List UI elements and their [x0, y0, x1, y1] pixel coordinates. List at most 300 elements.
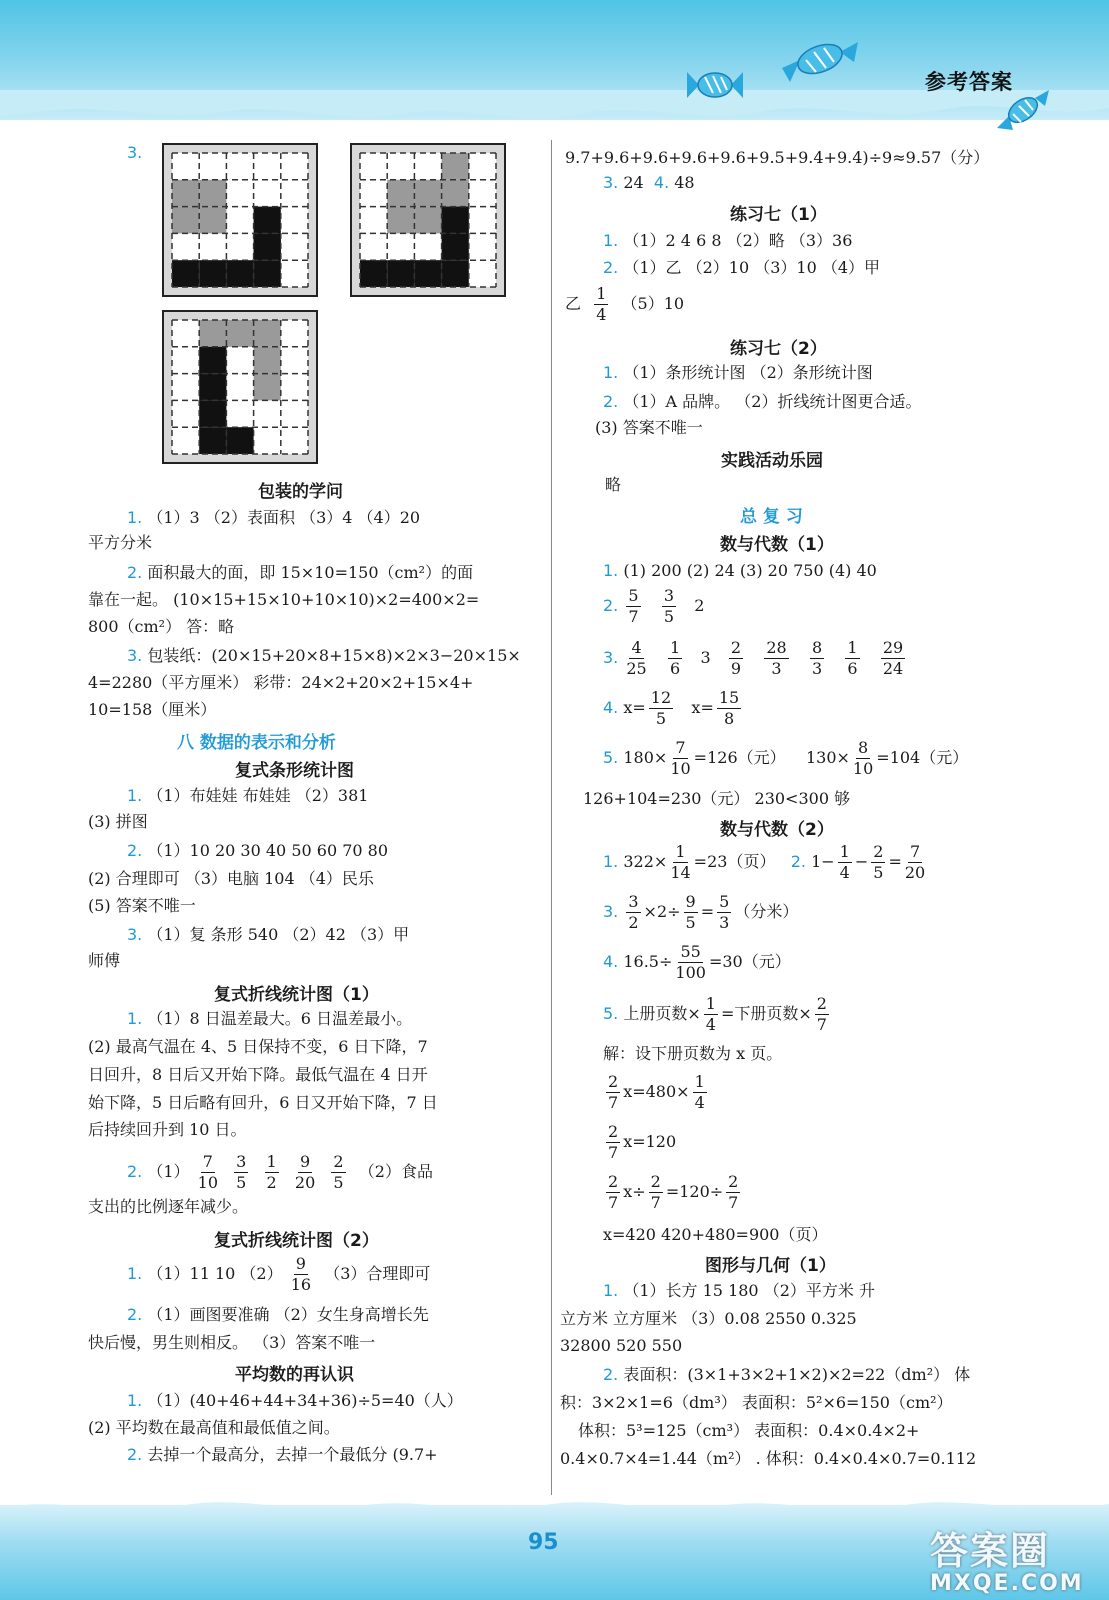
item-number: 4.: [653, 173, 670, 192]
denominator: 5: [663, 607, 674, 626]
answer-text: 48: [674, 173, 695, 192]
denominator: 24: [882, 659, 904, 678]
grey-cell: [199, 180, 226, 207]
denominator: 7: [728, 1193, 739, 1212]
numerator: 1: [694, 1072, 705, 1091]
numerator: 3: [628, 892, 639, 911]
numerator: 9: [295, 1254, 306, 1273]
answer-line: [127, 1150, 433, 1194]
fraction: [838, 842, 852, 883]
black-cell: [254, 207, 281, 234]
black-cell: [226, 427, 253, 454]
header-wave: [0, 90, 1109, 150]
fraction: [662, 586, 676, 627]
answer-line: [603, 736, 968, 780]
denominator: 20: [294, 1173, 316, 1192]
answer-line: (2) 最高气温在 4、5 日保持不变，6 日下降，7: [88, 1037, 428, 1056]
header-title: 参考答案: [925, 70, 1013, 94]
black-cell: [414, 260, 441, 287]
answer-text: （1）11 10 （2）: [147, 1264, 283, 1283]
fraction: [845, 638, 859, 679]
numerator: 2: [608, 1072, 619, 1091]
denominator: 6: [669, 659, 681, 678]
fraction: [871, 842, 885, 883]
answer-line: [127, 1302, 429, 1328]
denominator: 25: [626, 659, 647, 678]
numerator: 2: [873, 842, 884, 861]
numerator: 1: [266, 1152, 277, 1171]
numerator: 2: [728, 1172, 739, 1191]
item-number: 3.: [603, 902, 619, 921]
denominator: 2: [628, 913, 639, 932]
item-number: 1.: [127, 508, 143, 527]
denominator: 7: [608, 1143, 619, 1162]
watermark-chars: 答案圈: [930, 1529, 1051, 1573]
black-cell: [360, 260, 387, 287]
answer-text: 16.5÷: [623, 952, 673, 971]
answer-line: [603, 890, 798, 934]
denominator: 3: [811, 659, 823, 678]
item-number: 1.: [127, 786, 143, 805]
fraction: [291, 1254, 311, 1295]
answer-text: （1）(40+46+44+34+36)÷5=40（人）: [147, 1391, 463, 1410]
answer-text: （1）长方 15 180 （2）平方米 升: [623, 1281, 875, 1300]
grey-cell: [387, 180, 414, 207]
fraction: [717, 688, 741, 729]
numerator: 1: [847, 638, 858, 657]
answer-line: [603, 636, 908, 680]
answer-text: =下册页数×: [720, 1004, 812, 1023]
answer-line: [565, 282, 684, 326]
answer-text: x=480×: [623, 1082, 690, 1101]
answer-line: 平方分米: [88, 533, 153, 552]
answer-line: [603, 228, 852, 254]
answer-line: [603, 686, 744, 730]
fraction: [704, 994, 718, 1035]
answer-text: −: [854, 852, 869, 871]
grid-figure-3: [162, 310, 318, 464]
answer-line: 靠在一起。 (10×15+15×10+10×10)×2=400×2=: [88, 590, 480, 609]
answer-line: 0.4×0.7×4=1.44（m²） . 体积：0.4×0.4×0.7=0.112: [560, 1449, 977, 1468]
item-number: 2.: [127, 1445, 143, 1464]
answer-text: （1）画图要准确 （2）女生身高增长先: [147, 1305, 429, 1324]
answer-text: x÷: [623, 1182, 646, 1201]
denominator: 7: [608, 1193, 619, 1212]
item-number: 5.: [603, 1004, 619, 1023]
denominator: 5: [655, 709, 667, 728]
item-number: 1.: [127, 1391, 143, 1410]
denominator: 7: [816, 1015, 827, 1034]
black-cell: [442, 207, 469, 234]
numerator: 1: [839, 842, 850, 861]
item-number: 3.: [127, 143, 143, 162]
answer-line: [127, 838, 388, 864]
denominator: 5: [873, 863, 884, 882]
grey-cell: [226, 320, 253, 347]
denominator: 20: [904, 863, 926, 882]
answer-line: [603, 1170, 743, 1214]
answer-text: （1）: [147, 1162, 190, 1181]
fraction: [626, 892, 640, 933]
numerator: 2: [608, 1122, 619, 1141]
answer-text: （3）合理即可: [324, 1264, 431, 1283]
item-number: 1.: [603, 1281, 619, 1300]
black-cell: [172, 260, 199, 287]
numerator: 3: [236, 1152, 247, 1171]
answer-text: =126（元）: [693, 748, 786, 767]
fraction: [881, 638, 905, 679]
denominator: 5: [236, 1173, 247, 1192]
answer-line: 快后慢，男生则相反。 （3）答案不唯一: [88, 1333, 376, 1352]
numerator: 7: [675, 738, 686, 757]
answer-text: （分米）: [734, 902, 799, 921]
black-cell: [442, 260, 469, 287]
answer-line: 始下降，5 日后略有回升，6 日又开始下降，7 日: [88, 1093, 438, 1112]
fraction: [234, 1152, 248, 1193]
numerator: 5: [719, 892, 730, 911]
numerator: 2: [816, 994, 827, 1013]
grey-cell: [172, 207, 199, 234]
answer-line: [127, 1006, 412, 1032]
denominator: 7: [650, 1193, 661, 1212]
answer-text: x=: [691, 698, 714, 717]
answer-line: 9.7+9.6+9.6+9.6+9.6+9.5+9.4+9.4)÷9≈9.57（分）: [565, 148, 990, 167]
black-cell: [387, 260, 414, 287]
answer-line: [127, 1388, 463, 1414]
answer-text: 322×: [623, 852, 668, 871]
denominator: 10: [852, 759, 874, 778]
fraction: [649, 688, 673, 729]
item-number: 3.: [127, 925, 143, 944]
fraction: [717, 892, 731, 933]
numerator: 8: [858, 738, 869, 757]
answer-line: 日回升，8 日后又开始下降。最低气温在 4 日开: [88, 1065, 428, 1084]
denominator: 2: [266, 1173, 277, 1192]
denominator: 7: [608, 1093, 619, 1112]
watermark-url: MXQE.COM: [930, 1571, 1084, 1596]
section-title: 数与代数（1）: [720, 535, 834, 555]
numerator: 2: [333, 1152, 344, 1171]
answer-text: （1）乙 （2）10 （3）10 （4）甲: [623, 258, 881, 277]
answer-text: 130×: [805, 748, 850, 767]
grey-cell: [414, 207, 441, 234]
denominator: 10: [197, 1173, 218, 1192]
answer-text: 包装纸：(20×15+20×8+15×8)×2×3−20×15×: [147, 646, 521, 665]
denominator: 3: [771, 659, 782, 678]
fraction: [668, 638, 682, 679]
item-number: 2.: [603, 596, 619, 615]
answer-line: [603, 584, 704, 628]
numerator: 1: [675, 842, 686, 861]
answer-line: 800（cm²） 答：略: [88, 617, 235, 636]
black-cell: [254, 233, 281, 260]
numerator: 12: [650, 688, 672, 707]
answer-line: 略: [605, 475, 622, 494]
item-number: 1.: [603, 231, 619, 250]
item-number: 2.: [790, 852, 806, 871]
watermark: [930, 1520, 1084, 1596]
item-number: 3.: [127, 646, 143, 665]
item-number: 1.: [603, 561, 619, 580]
denominator: 4: [596, 305, 607, 324]
denominator: 5: [685, 913, 696, 932]
answer-text: 上册页数×: [623, 1004, 701, 1023]
denominator: 9: [730, 659, 742, 678]
item-number: 2.: [603, 258, 619, 277]
grey-cell: [254, 347, 281, 374]
page-number: 95: [528, 1530, 559, 1555]
answer-text: （1）3 （2）表面积 （3）4 （4）20: [147, 508, 421, 527]
answer-text: x=: [623, 698, 646, 717]
black-cell: [254, 260, 281, 287]
answer-line: [127, 922, 409, 948]
black-cell: [226, 260, 253, 287]
item-number: 2.: [127, 841, 143, 860]
item-number: 3.: [603, 648, 619, 667]
section-title: 练习七（2）: [730, 339, 827, 359]
fraction: [649, 1172, 663, 1213]
numerator: 8: [811, 638, 823, 657]
item-number: 5.: [603, 748, 619, 767]
fraction: [853, 738, 873, 779]
black-cell: [442, 233, 469, 260]
fraction: [606, 1122, 620, 1163]
grid-figure-2: [350, 143, 506, 297]
answer-line: [603, 992, 832, 1036]
denominator: 10: [670, 759, 691, 778]
numerator: 2: [730, 638, 742, 657]
answer-text: 3: [700, 648, 711, 667]
fraction: [905, 842, 925, 883]
answer-line: [603, 389, 921, 415]
answer-text: =120÷: [665, 1182, 724, 1201]
answer-line: 10=158（厘米）: [88, 700, 217, 719]
answer-line: 立方米 立方厘米 （3）0.08 2550 0.325: [560, 1309, 857, 1328]
answer-text: （1）2 4 6 8 （2）略 （3）36: [623, 231, 853, 250]
numerator: 1: [705, 994, 716, 1013]
section-title: 复式折线统计图（2）: [214, 1231, 379, 1251]
numerator: 29: [882, 638, 904, 657]
grey-cell: [387, 207, 414, 234]
answer-text: （1）条形统计图 （2）条形统计图: [623, 363, 873, 382]
numerator: 4: [631, 638, 642, 657]
answer-text: =: [700, 902, 715, 921]
grey-cell: [414, 180, 441, 207]
answer-line: [127, 643, 521, 669]
fraction: [810, 638, 824, 679]
answer-line: [127, 1442, 438, 1468]
answer-text: （1）复 条形 540 （2）42 （3）甲: [147, 925, 410, 944]
fraction: [606, 1172, 620, 1213]
numerator: 7: [202, 1152, 213, 1171]
answer-line: (5) 答案不唯一: [88, 896, 196, 915]
grey-cell: [199, 320, 226, 347]
fraction: [295, 1152, 315, 1193]
answer-line: [603, 1120, 676, 1164]
answer-line: [603, 255, 880, 281]
numerator: 1: [596, 284, 607, 303]
denominator: 100: [675, 963, 706, 982]
answer-line: (2) 合理即可 （3）电脑 104 （4）民乐: [88, 869, 374, 888]
item-number: 2.: [603, 392, 619, 411]
numerator: 9: [685, 892, 696, 911]
column-divider: [551, 140, 552, 1495]
fraction: [606, 1072, 620, 1113]
answer-text: ×2÷: [643, 902, 681, 921]
black-cell: [199, 374, 226, 401]
answer-text: 面积最大的面，即 15×10=150（cm²）的面: [147, 563, 474, 582]
grid-figure-1: [162, 143, 318, 297]
numerator: 2: [650, 1172, 661, 1191]
denominator: 5: [333, 1173, 344, 1192]
answer-text: （2）食品: [358, 1162, 433, 1181]
item-number: 4.: [603, 952, 619, 971]
answer-line: [127, 1252, 430, 1296]
grey-cell: [442, 180, 469, 207]
item-number: 1.: [603, 363, 619, 382]
item-number: 2.: [127, 1162, 143, 1181]
black-cell: [199, 427, 226, 454]
numerator: 5: [628, 586, 639, 605]
answer-line: [127, 783, 368, 809]
answer-text: (1) 200 (2) 24 (3) 20 750 (4) 40: [623, 561, 877, 580]
fraction: [675, 942, 706, 983]
answer-line: x=420 420+480=900（页）: [603, 1225, 828, 1244]
section-title: 包装的学问: [258, 482, 343, 502]
denominator: 6: [847, 659, 858, 678]
section-title: 图形与几何（1）: [705, 1256, 836, 1276]
item-number: 2.: [603, 1365, 619, 1384]
fraction: [626, 586, 640, 627]
answer-line: 4=2280（平方厘米） 彩带：24×2+20×2+15×4+: [88, 673, 474, 692]
section-title: 数与代数（2）: [720, 820, 834, 840]
answer-line: 解：设下册页数为 x 页。: [603, 1044, 783, 1063]
answer-text: =104（元）: [876, 748, 969, 767]
answer-line: [603, 360, 873, 386]
denominator: 14: [670, 863, 691, 882]
section-title: 实践活动乐园: [721, 451, 823, 471]
numerator: 7: [909, 842, 921, 861]
answer-text: （1）布娃娃 布娃娃 （2）381: [147, 786, 369, 805]
answer-line: [603, 1070, 710, 1114]
section-title: 复式折线统计图（1）: [214, 985, 379, 1005]
unit-title: 八 数据的表示和分析: [177, 733, 336, 753]
numerator: 3: [663, 586, 674, 605]
numerator: 9: [299, 1152, 311, 1171]
numerator: 28: [766, 638, 787, 657]
answer-line: [603, 170, 695, 196]
answer-line: (2) 平均数在最高值和最低值之间。: [88, 1418, 340, 1437]
denominator: 3: [719, 913, 730, 932]
black-cell: [199, 400, 226, 427]
denominator: 4: [705, 1015, 716, 1034]
item-number: 4.: [603, 698, 619, 717]
answer-line: [127, 560, 473, 586]
answer-text: （5）10: [621, 294, 685, 313]
answer-line: 积：3×2×1=6（dm³） 表面积：5²×6=150（cm²）: [560, 1393, 953, 1412]
fraction: [764, 638, 788, 679]
section-title: 复式条形统计图: [235, 761, 354, 781]
fraction: [726, 1172, 740, 1213]
answer-text: （1）A 品牌。 （2）折线统计图更合适。: [623, 392, 922, 411]
answer-line: [603, 1362, 970, 1388]
item-number: 3.: [603, 173, 619, 192]
black-cell: [199, 347, 226, 374]
answer-line: 后持续回升到 10 日。: [88, 1120, 247, 1139]
answer-text: 去掉一个最高分，去掉一个最低分 (9.7+: [147, 1445, 438, 1464]
answer-text: 24: [623, 173, 644, 192]
answer-text: 表面积：(3×1+3×2+1×2)×2=22（dm²） 体: [623, 1365, 971, 1384]
answer-text: =30（元）: [708, 952, 791, 971]
answer-text: （1）8 日温差最大。6 日温差最小。: [147, 1009, 413, 1028]
fraction: [331, 1152, 345, 1193]
item-number: 1.: [127, 1009, 143, 1028]
grey-cell: [254, 320, 281, 347]
answer-line: [603, 558, 877, 584]
grey-cell: [199, 207, 226, 234]
fraction: [626, 638, 646, 679]
grey-cell: [172, 180, 199, 207]
numerator: 55: [680, 942, 701, 961]
answer-text: =23（页）: [693, 852, 776, 871]
denominator: 16: [290, 1275, 312, 1294]
numerator: 2: [608, 1172, 619, 1191]
answer-line: 师傅: [88, 951, 121, 970]
numerator: 1: [669, 638, 681, 657]
item-number: 2.: [127, 563, 143, 582]
fraction: [670, 738, 690, 779]
section-title: 练习七（1）: [730, 205, 827, 225]
grey-cell: [442, 153, 469, 180]
answer-text: =: [888, 852, 902, 871]
denominator: 7: [628, 607, 639, 626]
numerator: 15: [718, 688, 740, 707]
answer-line: (3) 答案不唯一: [595, 418, 703, 437]
answer-line: [603, 840, 928, 884]
denominator: 4: [839, 863, 850, 882]
answer-line: (3) 拼图: [88, 812, 148, 831]
black-cell: [199, 260, 226, 287]
fraction: [815, 994, 829, 1035]
answer-line: [127, 505, 420, 531]
item-number: 1.: [603, 852, 619, 871]
fraction: [198, 1152, 218, 1193]
answer-text: 1−: [811, 852, 835, 871]
answer-text: 180×: [623, 748, 668, 767]
answer-line: 32800 520 550: [560, 1336, 683, 1355]
candy-icon: [780, 38, 860, 84]
fraction: [729, 638, 743, 679]
item-number: 1.: [127, 1264, 143, 1283]
review-title: 总 复 习: [740, 507, 803, 527]
fraction: [684, 892, 698, 933]
item-number: 2.: [127, 1305, 143, 1324]
denominator: 8: [723, 709, 735, 728]
candy-icon: [685, 68, 745, 102]
answer-line: [603, 940, 791, 984]
section-title: 平均数的再认识: [235, 1365, 354, 1385]
answer-line: 体积：5³=125（cm³） 表面积：0.4×0.4×2+: [578, 1421, 920, 1440]
answer-text: 2: [694, 596, 705, 615]
answer-text: （1）10 20 30 40 50 60 70 80: [147, 841, 389, 860]
answer-line: 支出的比例逐年减少。: [88, 1197, 249, 1216]
answer-text: 乙: [565, 294, 582, 313]
fraction: [265, 1152, 279, 1193]
answer-line: [603, 1278, 875, 1304]
fraction: [670, 842, 690, 883]
denominator: 4: [694, 1093, 705, 1112]
grey-cell: [254, 374, 281, 401]
